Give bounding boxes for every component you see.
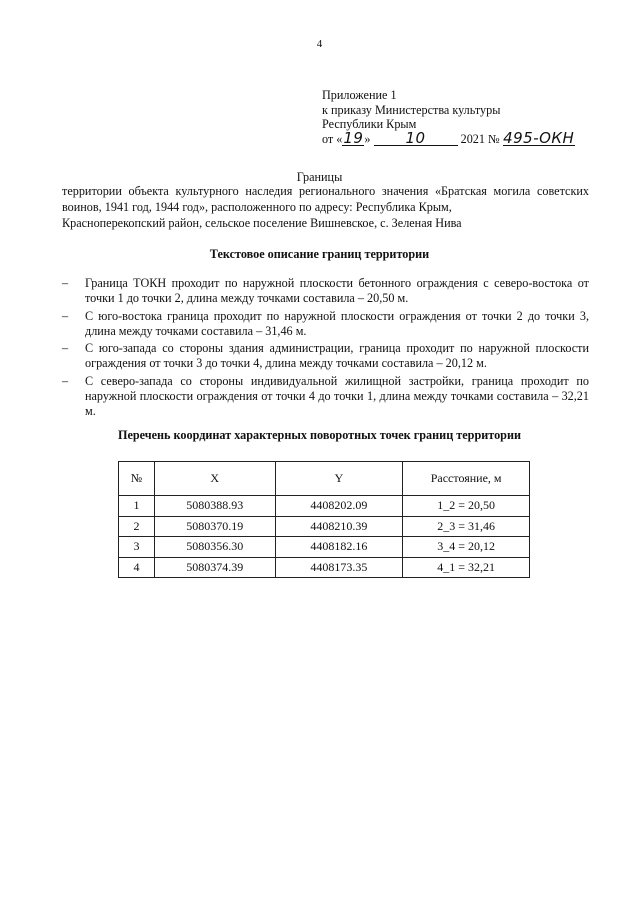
appendix-block: [322, 88, 575, 146]
cell-x: 5080370.19: [154, 516, 275, 537]
list-item-text: С северо-запада со стороны индивидуальной жилищной застройки, граница проходит по наружной плоскости ограждения от точки 4 до точки 1, длина между точками составила – 32,21 м.: [85, 373, 589, 419]
cell-x: 5080374.39: [154, 557, 275, 578]
boundary-list: [62, 276, 589, 422]
coordinates-heading: Перечень координат характерных поворотных точек границ территории: [117, 428, 521, 442]
table-row: [119, 516, 530, 537]
cell-number: 2: [119, 516, 155, 537]
list-item-text: С юго-востока граница проходит по наружной плоскости ограждения от точки 2 до точки 3, длина между точками составила – 31,46 м.: [85, 308, 589, 338]
object-description: территории объекта культурного наследия регионального значения «Братская могила советских воинов, 1941 год, 1944 год», расположенного по адресу: Республика Крым,: [62, 184, 589, 214]
coordinates-table: [118, 461, 530, 578]
list-item-text: Граница ТОКН проходит по наружной плоскости бетонного ограждения с северо-востока от точки 1 до точки 2, длина между точками составила – 20,50 м.: [85, 276, 589, 306]
table-row: [119, 496, 530, 517]
document-title: Границы: [296, 170, 343, 184]
list-item: [62, 276, 589, 307]
date-prefix: от «: [322, 131, 343, 146]
order-number: 495-ОКН: [503, 128, 575, 147]
list-marker: –: [62, 341, 69, 356]
date-year: 2021 №: [460, 131, 500, 146]
cell-distance: 1_2 = 20,50: [403, 496, 530, 517]
list-item-text: С юго-запада со стороны здания администрации, граница проходит по наружной плоскости ограждения от точки 3 до точки 4, длина между точками составила – 20,12 м.: [85, 341, 589, 371]
cell-distance: 4_1 = 32,21: [403, 557, 530, 578]
object-description-last-line: Красноперекопский район, сельское поселение Вишневское, с. Зеленая Нива: [62, 216, 462, 230]
cell-y: 4408173.35: [275, 557, 403, 578]
header-y: Y: [275, 462, 403, 496]
list-item: [62, 341, 589, 372]
cell-distance: 3_4 = 20,12: [403, 537, 530, 558]
table-row: [119, 537, 530, 558]
header-x: X: [154, 462, 275, 496]
cell-number: 4: [119, 557, 155, 578]
header-distance: Расстояние, м: [403, 462, 530, 496]
list-marker: –: [62, 373, 69, 388]
list-marker: –: [62, 276, 69, 290]
text-description-heading: Текстовое описание границ территории: [209, 247, 430, 261]
appendix-line-1: Приложение 1: [322, 88, 397, 102]
appendix-date-line: [322, 128, 575, 147]
cell-y: 4408182.16: [275, 537, 403, 558]
date-day: 19: [343, 128, 364, 147]
cell-number: 3: [119, 537, 155, 558]
table-header-row: [119, 462, 530, 496]
table-row: [119, 557, 530, 578]
cell-x: 5080356.30: [154, 537, 275, 558]
appendix-line-2: к приказу Министерства культуры: [322, 102, 501, 117]
header-number: №: [119, 462, 155, 496]
page-number: 4: [316, 38, 323, 50]
cell-y: 4408210.39: [275, 516, 403, 537]
cell-distance: 2_3 = 31,46: [403, 516, 530, 537]
list-item: [62, 374, 589, 420]
list-marker: –: [62, 308, 69, 323]
list-item: [62, 309, 589, 340]
appendix-line-3: Республики Крым: [322, 117, 417, 131]
date-mid: »: [364, 131, 371, 146]
cell-number: 1: [119, 496, 155, 517]
cell-x: 5080388.93: [154, 496, 275, 517]
date-month: 10: [374, 132, 458, 146]
cell-y: 4408202.09: [275, 496, 403, 517]
